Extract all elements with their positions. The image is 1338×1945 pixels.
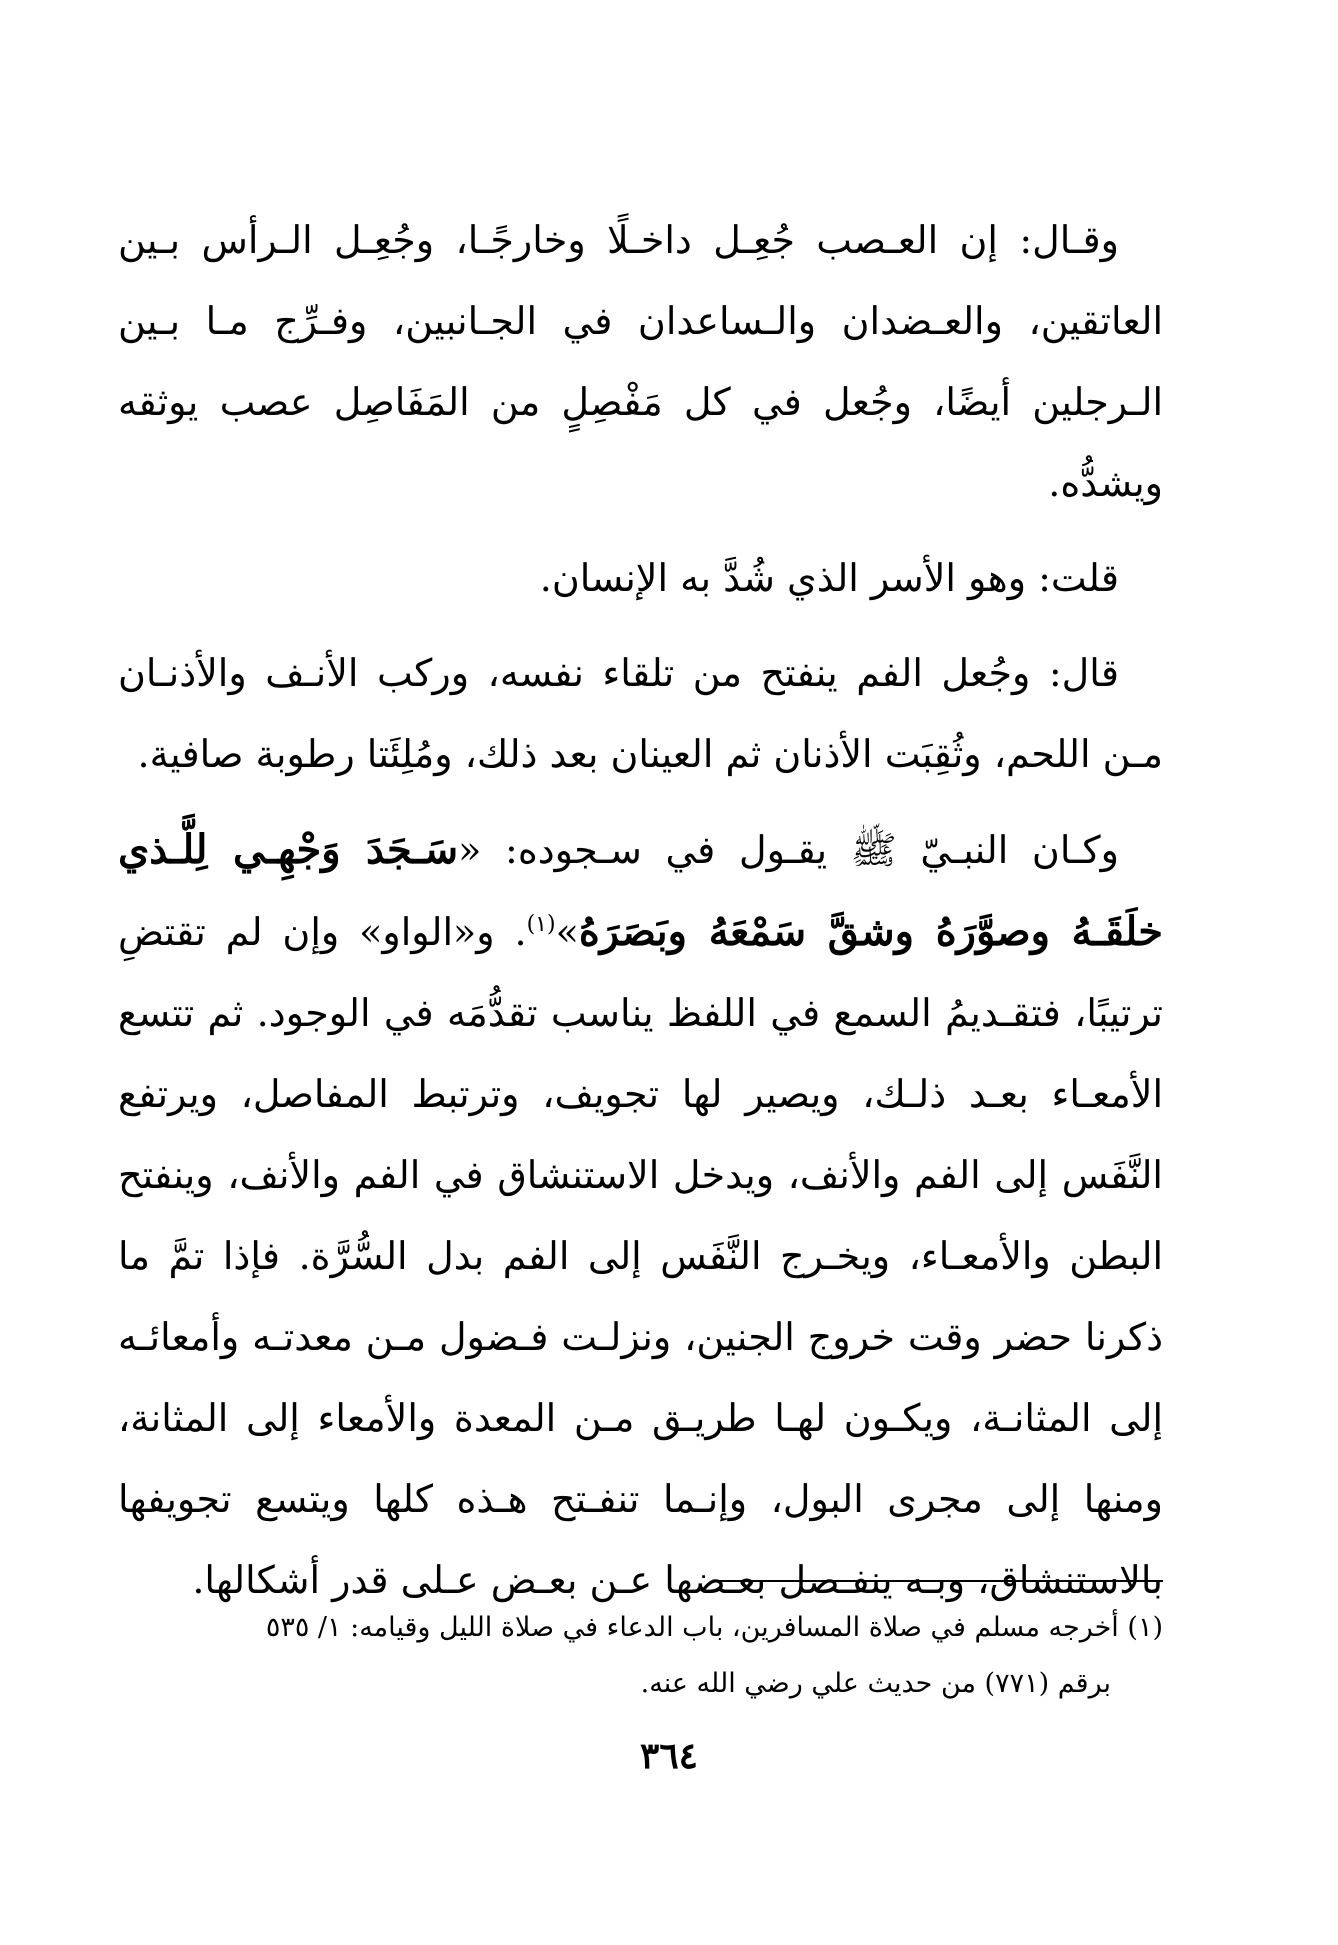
footnote xyxy=(118,1600,1163,1712)
main-text xyxy=(118,200,1163,1621)
paragraph-1-text: وقـال: إن العـصب جُعِـل داخـلًا وخارجًـا، وجُعِـل الـرأس بـين العاتقين، والعـضدان والـساعدان في الجـانبين، وفـرِّج مـا بـين الـرجلين أيضًا، وجُعل في كل مَفْصِلٍ من المَفَاصِل عصب يوثقه ويشدُّه. xyxy=(118,218,1163,505)
footnote-text-1: أخرجه مسلم في صلاة المسافرين، باب الدعاء في صلاة الليل وقيامه: ١/ ٥٣٥ xyxy=(265,1612,1119,1643)
hadith-quote: سَـجَدَ وَجْهِـي لِلَّـذي خلَقَـهُ وصوَّرَهُ وشقَّ سَمْعَهُ وبَصَرَهُ xyxy=(118,826,1163,955)
paragraph-1 xyxy=(118,200,1163,524)
footnote-line-1 xyxy=(118,1600,1163,1656)
paragraph-2-text: قلت: وهو الأسر الذي شُدَّ به الإنسان. xyxy=(539,556,1119,600)
footnote-reference[interactable]: (١) xyxy=(526,912,556,937)
paragraph-3 xyxy=(118,633,1163,795)
paragraph-4-text: . و«الواو» وإن لم تقتضِ ترتيبًا، فتقـديمُ السمع في اللفظ يناسب تقدُّمَه في الوجود. ثم تتسع الأمعـاء بعـد ذلـك، ويصير لها تجويف، وترتبط المفاصل، ويرتفع النَّفَس إلى الفم والأنف، ويدخل الاستنشاق في الفم والأنف، وينفتح البطن والأمعـاء، ويخـرج النَّفَس إلى الفم بدل السُّرَّة. فإذا تمَّ ما ذكرنا حضر وقت خروج الجنين، ونزلـت فـضول مـن معدتـه وأمعائـه إلى المثانـة، ويكـون لهـا طريـق مـن المعدة والأمعاء إلى المثانة، ومنها إلى مجرى البول، وإنـما تنفـتح هـذه كلها ويتسع تجويفها بالاستنشاق، وبـه ينفـصل بعـضها عـن بعـض عـلى قدر أشكالها. xyxy=(118,910,1163,1602)
page-number: ٣٦٤ xyxy=(639,1735,698,1777)
footnote-text-2: برقم (٧٧١) من حديث علي رضي الله عنه. xyxy=(640,1668,1111,1699)
paragraph-2 xyxy=(118,538,1163,619)
footnote-line-2 xyxy=(118,1656,1163,1712)
footnote-number: (١) xyxy=(1127,1612,1163,1643)
paragraph-4 xyxy=(118,809,1163,1621)
paragraph-4-intro: وكـان النبـيّ ﷺ يقـول في سـجوده: « xyxy=(458,828,1119,872)
paragraph-3-text: قال: وجُعل الفم ينفتح من تلقاء نفسه، وركب الأنـف والأذنـان مـن اللحم، وثُقِبَت الأذنان ثم العينان بعد ذلك، ومُلِئَتا رطوبة صافية. xyxy=(118,651,1163,776)
quote-close: » xyxy=(555,910,579,954)
footnote-divider xyxy=(715,1580,1163,1582)
